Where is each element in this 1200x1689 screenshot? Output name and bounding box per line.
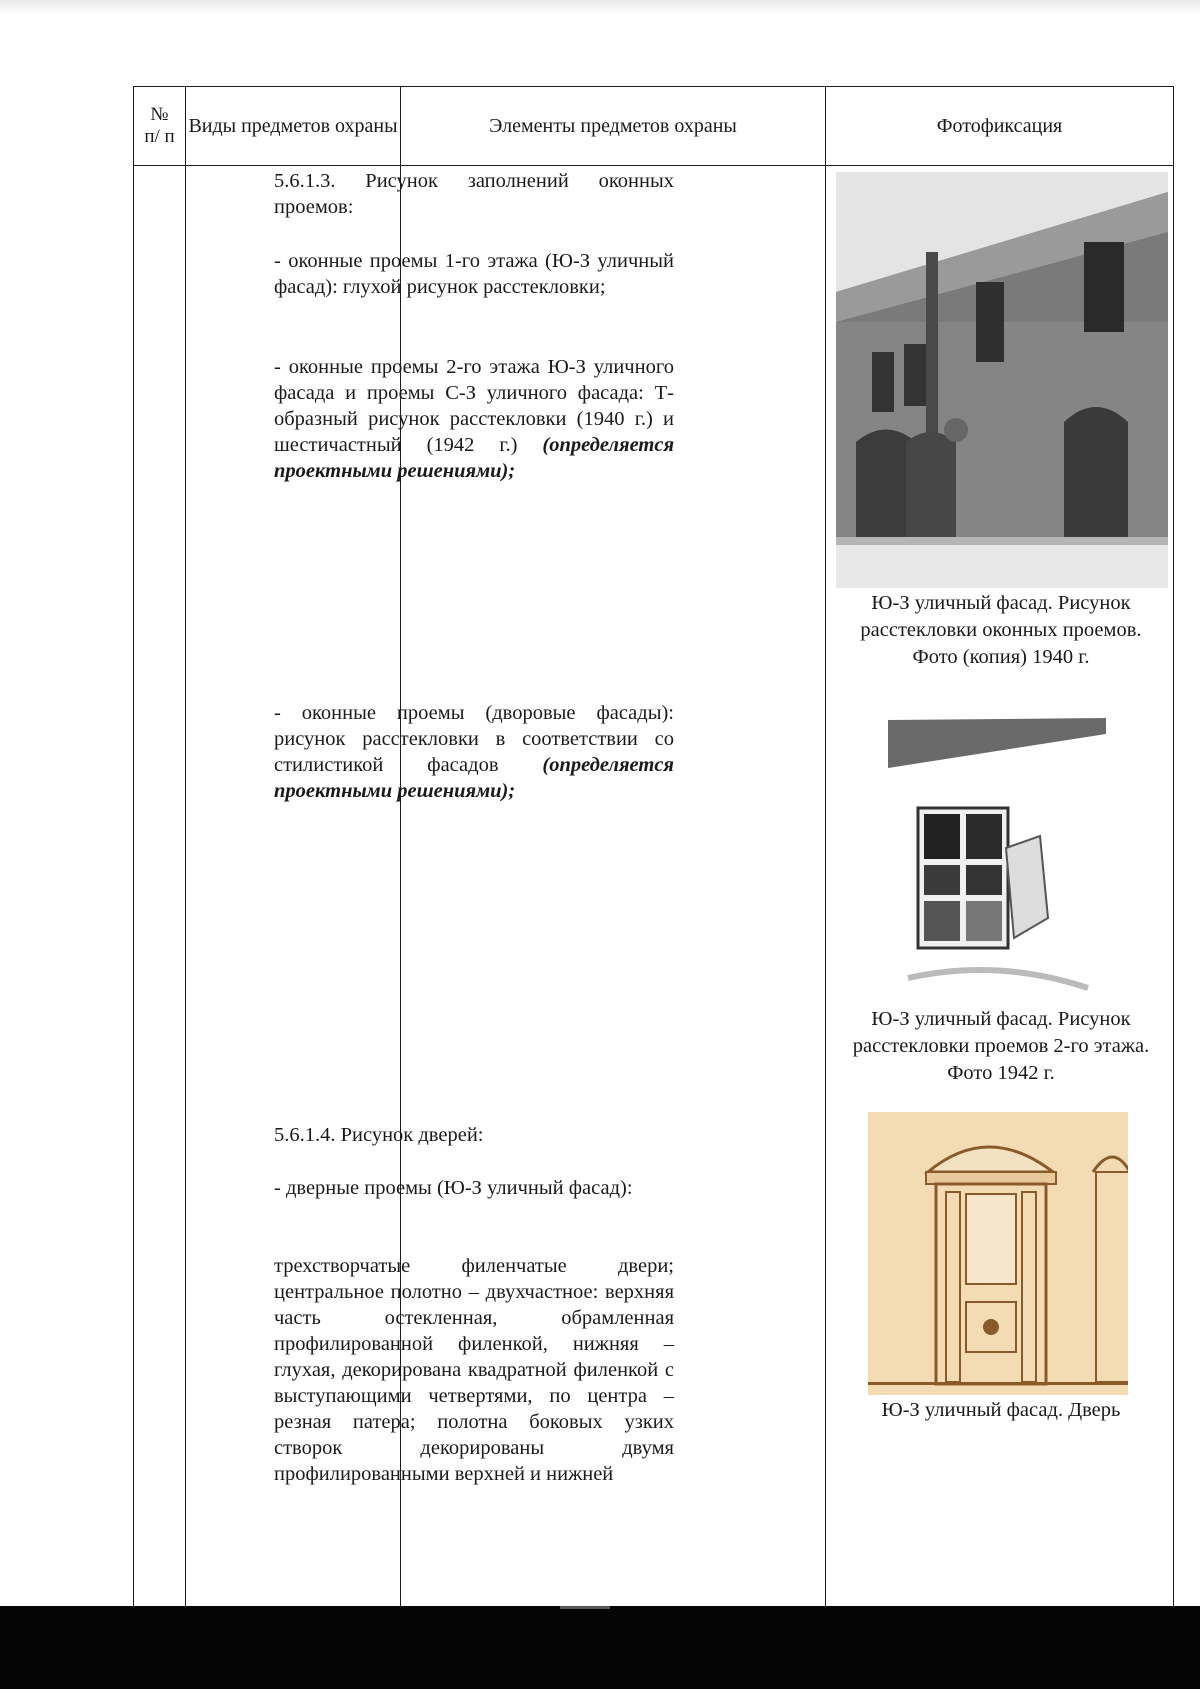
header-kind: Виды предметов охраны	[186, 87, 401, 166]
window-courtyard	[274, 700, 674, 804]
door-description: трехстворчатые филенчатые двери; центральное полотно – двухчастное: верхняя часть остекленная, обрамленная профилированной филенкой, нижняя – глухая, декорирована квадратной филенкой с выступающими четвертями, по центра – резная патера; полотна боковых узких створок декорированы двумя профилированными верхней и нижней	[274, 1255, 674, 1485]
list-item	[274, 354, 674, 484]
section-heading: 5.6.1.3. Рисунок заполнений оконных проемов:	[274, 170, 674, 218]
section-window-fill	[274, 168, 674, 220]
window-courtyard-note: (определяется проектными решениями);	[274, 754, 674, 802]
photo-caption: Ю-З уличный фасад. Рисунок расстекловки проемов 2-го этажа. Фото 1942 г.	[852, 1008, 1150, 1084]
window-second-floor-text: - оконные проемы 2-го этажа Ю-З уличного фасада и проемы С-З уличного фасада: Т-образный рисунок расстекловки (1940 г.) и шестичастный (1942 г.)	[274, 356, 674, 456]
window-first-floor: - оконные проемы 1-го этажа (Ю-З уличный фасад): глухой рисунок расстекловки;	[274, 250, 674, 298]
scan-mark	[560, 1606, 610, 1609]
photo-window-1942	[888, 718, 1110, 1008]
photo-facade-1940	[836, 172, 1168, 588]
photo-caption: Ю-З уличный фасад. Дверь	[881, 1399, 1121, 1421]
table-header-row	[134, 87, 1174, 166]
window-courtyard-text: - оконные проемы (дворовые фасады): рисунок расстекловки в соответствии со стилистикой фасадов	[274, 702, 674, 776]
list-item	[274, 248, 674, 300]
window-photo-image	[888, 718, 1110, 1008]
header-number: № п/ п	[134, 87, 186, 166]
door-openings: - дверные проемы (Ю-З уличный фасад):	[274, 1177, 633, 1199]
section-heading: 5.6.1.4. Рисунок дверей:	[274, 1124, 484, 1146]
list-item	[274, 1253, 674, 1487]
scan-edge	[0, 0, 1200, 14]
list-item	[274, 700, 674, 804]
window-second-floor-note: (определяется проектными решениями);	[274, 434, 675, 482]
drawing-door	[868, 1112, 1128, 1395]
header-photo: Фотофиксация	[826, 87, 1174, 166]
window-second-floor	[274, 354, 674, 484]
section-doors	[274, 1122, 674, 1148]
header-elements: Элементы предметов охраны	[401, 87, 826, 166]
photo-caption: Ю-З уличный фасад. Рисунок расстекловки оконных проемов. Фото (копия) 1940 г.	[860, 592, 1142, 668]
facade-photo-image	[836, 172, 1168, 588]
cell-number	[134, 166, 186, 1607]
list-item	[274, 1175, 674, 1201]
door-drawing-image	[868, 1112, 1128, 1395]
scan-footer-band	[0, 1606, 1200, 1689]
